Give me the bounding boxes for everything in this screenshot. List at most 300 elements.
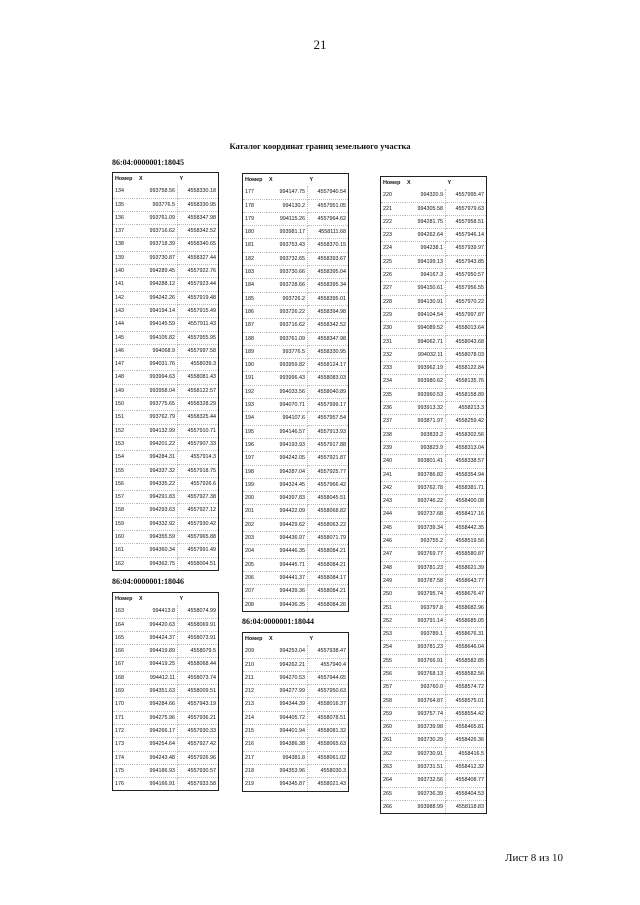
y-coordinate-cell: 4558682.96 [446, 601, 487, 614]
y-coordinate-cell: 4557925.77 [308, 465, 349, 478]
y-coordinate-cell: 4557964.62 [308, 212, 349, 225]
table-row [243, 685, 349, 698]
point-number-cell: 205 [243, 558, 268, 571]
y-coordinate-cell: 4557927.42 [178, 738, 219, 751]
table-row [243, 372, 349, 385]
y-coordinate-cell: 4557917.88 [308, 438, 349, 451]
table-row [113, 778, 219, 791]
table-row [113, 504, 219, 517]
x-coordinate-cell: 994420.63 [137, 618, 178, 631]
point-number-cell: 151 [113, 411, 138, 424]
y-coordinate-cell: 4558009.51 [178, 685, 219, 698]
sheet-footer: Лист 8 из 10 [505, 852, 564, 864]
x-coordinate-cell: 993764.87 [405, 694, 446, 707]
point-number-cell: 210 [243, 658, 268, 671]
x-coordinate-cell: 994360.34 [137, 544, 178, 557]
x-coordinate-cell: 994270.53 [267, 671, 308, 684]
table-row [381, 468, 487, 481]
x-coordinate-cell: 993958.04 [137, 384, 178, 397]
y-coordinate-cell: 4558327.44 [178, 251, 219, 264]
y-coordinate-cell: 4558646.04 [446, 641, 487, 654]
x-coordinate-cell: 994186.93 [137, 764, 178, 777]
x-coordinate-cell: 993730.91 [405, 747, 446, 760]
point-number-cell: 251 [381, 601, 406, 614]
y-coordinate-cell: 4558330.95 [178, 198, 219, 211]
y-coordinate-cell: 4558259.42 [446, 415, 487, 428]
table-row [113, 738, 219, 751]
y-coordinate-cell: 4558039.3 [178, 358, 219, 371]
table-row [113, 251, 219, 264]
x-coordinate-cell: 993980.62 [405, 375, 446, 388]
table-row [243, 558, 349, 571]
point-number-cell: 152 [113, 424, 138, 437]
y-coordinate-cell: 4558063.22 [308, 518, 349, 531]
table-row [113, 198, 219, 211]
table-row [113, 658, 219, 671]
y-coordinate-cell: 4557956.55 [446, 282, 487, 295]
y-coordinate-cell: 4558111.68 [308, 226, 349, 239]
y-coordinate-cell: 4558074.99 [178, 605, 219, 618]
point-number-cell: 185 [243, 292, 268, 305]
y-coordinate-cell: 4558465.81 [446, 721, 487, 734]
point-number-cell: 156 [113, 477, 138, 490]
y-coordinate-cell: 4558124.17 [308, 359, 349, 372]
x-coordinate-cell: 994032.11 [405, 348, 446, 361]
point-number-cell: 237 [381, 415, 406, 428]
x-coordinate-cell: 994332.92 [137, 517, 178, 530]
y-coordinate-cell: 4558016.37 [308, 698, 349, 711]
point-number-cell: 253 [381, 628, 406, 641]
x-coordinate-cell: 993791.14 [405, 614, 446, 627]
x-coordinate-cell: 994130.91 [405, 295, 446, 308]
x-coordinate-cell: 993760.0 [405, 681, 446, 694]
y-coordinate-cell: 4557957.54 [308, 412, 349, 425]
table-row [381, 588, 487, 601]
table-row [113, 544, 219, 557]
table-row [381, 707, 487, 720]
point-number-cell: 260 [381, 721, 406, 734]
x-coordinate-cell: 993787.58 [405, 574, 446, 587]
table-row [113, 557, 219, 570]
table-row [113, 291, 219, 304]
table-row [381, 747, 487, 760]
coordinates-table-18046 [112, 592, 219, 791]
x-coordinate-cell: 994070.71 [267, 399, 308, 412]
x-coordinate-cell: 993730.87 [137, 251, 178, 264]
table-row [381, 721, 487, 734]
table-row [113, 645, 219, 658]
x-coordinate-cell: 993776.5 [267, 345, 308, 358]
table-row [381, 455, 487, 468]
parcel-label-18044: 86:04:0000001:18044 [242, 617, 314, 626]
x-coordinate-cell: 994238.1 [405, 242, 446, 255]
x-coordinate-cell: 994167.3 [405, 269, 446, 282]
x-coordinate-cell: 994166.91 [137, 778, 178, 791]
x-coordinate-cell: 993762.79 [137, 411, 178, 424]
x-coordinate-cell: 994266.17 [137, 724, 178, 737]
y-column-header: Y [447, 180, 452, 186]
y-coordinate-cell: 4558554.42 [446, 707, 487, 720]
y-coordinate-cell: 4558408.77 [446, 774, 487, 787]
table-row [381, 521, 487, 534]
table-row [381, 601, 487, 614]
table-row [381, 561, 487, 574]
x-coordinate-cell: 994146.57 [267, 425, 308, 438]
table-row [243, 585, 349, 598]
x-coordinate-cell: 994362.75 [137, 557, 178, 570]
point-number-cell: 147 [113, 358, 138, 371]
y-coordinate-cell: 4557965.88 [178, 531, 219, 544]
y-coordinate-cell: 4558069.91 [178, 618, 219, 631]
point-number-cell: 227 [381, 282, 406, 295]
x-coordinate-cell: 994194.14 [137, 304, 178, 317]
x-coordinate-cell: 993737.68 [405, 508, 446, 521]
x-coordinate-cell: 994062.71 [405, 335, 446, 348]
x-coordinate-cell: 994305.58 [405, 202, 446, 215]
table-row [381, 654, 487, 667]
point-number-cell: 180 [243, 226, 268, 239]
table-row [381, 441, 487, 454]
point-number-cell: 161 [113, 544, 138, 557]
y-coordinate-cell: 4557997.87 [446, 308, 487, 321]
table-row [243, 545, 349, 558]
number-column-header: Номер [245, 177, 263, 183]
point-number-cell: 201 [243, 505, 268, 518]
page-number: 21 [313, 37, 327, 52]
point-number-cell: 226 [381, 269, 406, 282]
y-coordinate-cell: 4558078.03 [446, 348, 487, 361]
point-number-cell: 164 [113, 618, 138, 631]
x-coordinate-cell: 994281.75 [405, 215, 446, 228]
table-row [113, 517, 219, 530]
x-coordinate-cell: 993726.22 [267, 305, 308, 318]
point-number-cell: 192 [243, 385, 268, 398]
table-row [381, 428, 487, 441]
x-coordinate-cell: 993739.34 [405, 521, 446, 534]
table-row [243, 186, 349, 199]
coordinates-table-18045 [112, 172, 219, 571]
point-number-cell: 153 [113, 437, 138, 450]
x-coordinate-cell: 994446.35 [267, 545, 308, 558]
x-coordinate-cell: 993797.8 [405, 601, 446, 614]
x-coordinate-cell: 994193.93 [267, 438, 308, 451]
y-column-header: Y [179, 596, 184, 602]
coordinates-table-continued-1 [242, 173, 349, 612]
table-row [381, 734, 487, 747]
y-coordinate-cell: 4557930.33 [178, 724, 219, 737]
point-number-cell: 261 [381, 734, 406, 747]
x-coordinate-cell: 993981.17 [267, 226, 308, 239]
x-coordinate-cell: 993730.29 [405, 734, 446, 747]
point-number-cell: 214 [243, 711, 268, 724]
table-row [243, 279, 349, 292]
point-number-cell: 195 [243, 425, 268, 438]
x-coordinate-cell: 993996.43 [267, 372, 308, 385]
point-number-cell: 178 [243, 199, 268, 212]
y-coordinate-cell: 4558685.05 [446, 614, 487, 627]
x-coordinate-cell: 993786.82 [405, 468, 446, 481]
table-row [243, 645, 349, 658]
y-coordinate-cell: 4558404.53 [446, 787, 487, 800]
y-coordinate-cell: 4558065.63 [308, 738, 349, 751]
x-coordinate-cell: 994147.75 [267, 186, 308, 199]
point-number-cell: 167 [113, 658, 138, 671]
table-row [381, 202, 487, 215]
point-number-cell: 234 [381, 375, 406, 388]
y-coordinate-cell: 4558325.44 [178, 411, 219, 424]
table-row [113, 671, 219, 684]
x-coordinate-cell: 993769.77 [405, 548, 446, 561]
point-number-cell: 246 [381, 535, 406, 548]
x-coordinate-cell: 994419.25 [137, 658, 178, 671]
x-coordinate-cell: 994107.6 [267, 412, 308, 425]
table-row [113, 331, 219, 344]
parcel-label-18046: 86:04:0000001:18046 [112, 577, 184, 586]
table-row [381, 694, 487, 707]
table-row [243, 292, 349, 305]
x-coordinate-cell: 994288.12 [137, 278, 178, 291]
x-coordinate-cell: 993739.98 [405, 721, 446, 734]
table-row [243, 412, 349, 425]
y-coordinate-cell: 4558021.43 [308, 778, 349, 791]
table-row [113, 238, 219, 251]
table-row [243, 212, 349, 225]
table-row [381, 774, 487, 787]
y-coordinate-cell: 4558395.01 [308, 292, 349, 305]
table-row [381, 548, 487, 561]
x-coordinate-cell: 993775.65 [137, 398, 178, 411]
point-number-cell: 184 [243, 279, 268, 292]
y-coordinate-cell: 4557919.48 [178, 291, 219, 304]
table-row [113, 618, 219, 631]
table-row [243, 425, 349, 438]
y-coordinate-cell: 4558328.29 [178, 398, 219, 411]
y-coordinate-cell: 4558302.56 [446, 428, 487, 441]
y-coordinate-cell: 4557943.19 [178, 698, 219, 711]
y-coordinate-cell: 4558417.16 [446, 508, 487, 521]
point-number-cell: 222 [381, 215, 406, 228]
y-coordinate-cell: 4558068.82 [308, 505, 349, 518]
y-coordinate-cell: 4558621.39 [446, 561, 487, 574]
point-number-cell: 171 [113, 711, 138, 724]
point-number-cell: 248 [381, 561, 406, 574]
y-coordinate-cell: 4558084.21 [308, 558, 349, 571]
table-row [381, 348, 487, 361]
point-number-cell: 142 [113, 291, 138, 304]
table-row [243, 698, 349, 711]
point-number-cell: 241 [381, 468, 406, 481]
y-coordinate-cell: 4558342.52 [178, 225, 219, 238]
table-row [243, 671, 349, 684]
table-row [243, 571, 349, 584]
point-number-cell: 231 [381, 335, 406, 348]
point-number-cell: 150 [113, 398, 138, 411]
y-coordinate-cell: 4557927.38 [178, 491, 219, 504]
table-row [381, 614, 487, 627]
y-coordinate-cell: 4558213.3 [446, 402, 487, 415]
table-row [113, 371, 219, 384]
x-coordinate-cell: 993871.97 [405, 415, 446, 428]
y-coordinate-cell: 4557918.75 [178, 464, 219, 477]
y-coordinate-cell: 4558400.08 [446, 495, 487, 508]
point-number-cell: 264 [381, 774, 406, 787]
y-coordinate-cell: 4557943.85 [446, 255, 487, 268]
y-coordinate-cell: 4558412.32 [446, 761, 487, 774]
y-coordinate-cell: 4558582.85 [446, 654, 487, 667]
point-number-cell: 211 [243, 671, 268, 684]
y-coordinate-cell: 4557940.54 [308, 186, 349, 199]
x-coordinate-cell: 994031.76 [137, 358, 178, 371]
table-row [243, 725, 349, 738]
point-number-cell: 208 [243, 598, 268, 611]
table-row [381, 787, 487, 800]
table-row [113, 631, 219, 644]
x-coordinate-cell: 993823.9 [405, 441, 446, 454]
x-coordinate-cell: 993781.23 [405, 561, 446, 574]
point-number-cell: 209 [243, 645, 268, 658]
y-coordinate-cell: 4557979.63 [446, 202, 487, 215]
y-coordinate-cell: 4557938.47 [308, 645, 349, 658]
y-coordinate-cell: 4558342.52 [308, 319, 349, 332]
x-coordinate-cell: 993746.22 [405, 495, 446, 508]
y-coordinate-cell: 4558084.26 [308, 598, 349, 611]
y-coordinate-cell: 4558643.77 [446, 574, 487, 587]
y-coordinate-cell: 4558118.83 [446, 800, 487, 813]
point-number-cell: 199 [243, 478, 268, 491]
y-coordinate-cell: 4557991.49 [178, 544, 219, 557]
y-coordinate-cell: 4558519.56 [446, 535, 487, 548]
point-number-cell: 143 [113, 304, 138, 317]
table-row [243, 532, 349, 545]
y-coordinate-cell: 4557927.12 [178, 504, 219, 517]
x-coordinate-cell: 994445.71 [267, 558, 308, 571]
x-coordinate-cell: 994277.99 [267, 685, 308, 698]
point-number-cell: 207 [243, 585, 268, 598]
y-coordinate-cell: 4558442.35 [446, 521, 487, 534]
table-header-row [243, 633, 349, 646]
x-coordinate-cell: 993962.19 [405, 362, 446, 375]
x-coordinate-cell: 994145.59 [137, 318, 178, 331]
point-number-cell: 242 [381, 481, 406, 494]
number-column-header: Номер [383, 180, 401, 186]
point-number-cell: 225 [381, 255, 406, 268]
y-coordinate-cell: 4558330.95 [308, 345, 349, 358]
point-number-cell: 247 [381, 548, 406, 561]
point-number-cell: 262 [381, 747, 406, 760]
table-row [243, 239, 349, 252]
x-coordinate-cell: 994287.04 [267, 465, 308, 478]
x-coordinate-cell: 994291.83 [137, 491, 178, 504]
point-number-cell: 148 [113, 371, 138, 384]
y-coordinate-cell: 4558083.03 [308, 372, 349, 385]
point-number-cell: 135 [113, 198, 138, 211]
table-row [113, 358, 219, 371]
x-coordinate-cell: 993758.56 [137, 185, 178, 198]
point-number-cell: 155 [113, 464, 138, 477]
table-row [113, 605, 219, 618]
table-row [113, 451, 219, 464]
point-number-cell: 190 [243, 359, 268, 372]
point-number-cell: 232 [381, 348, 406, 361]
y-coordinate-cell: 4557910.71 [178, 424, 219, 437]
point-number-cell: 223 [381, 229, 406, 242]
x-coordinate-cell: 994150.61 [405, 282, 446, 295]
x-coordinate-cell: 993762.78 [405, 481, 446, 494]
x-coordinate-cell: 993757.74 [405, 707, 446, 720]
x-coordinate-cell: 994344.39 [267, 698, 308, 711]
table-row [243, 738, 349, 751]
table-row [381, 761, 487, 774]
table-header-row [243, 174, 349, 187]
point-number-cell: 136 [113, 211, 138, 224]
y-coordinate-cell: 4558575.01 [446, 694, 487, 707]
point-number-cell: 154 [113, 451, 138, 464]
point-number-cell: 265 [381, 787, 406, 800]
point-number-cell: 254 [381, 641, 406, 654]
y-coordinate-cell: 4557922.76 [178, 265, 219, 278]
x-coordinate-cell: 994353.96 [267, 764, 308, 777]
table-row [113, 698, 219, 711]
table-row [381, 215, 487, 228]
y-coordinate-cell: 4558030.3 [308, 764, 349, 777]
table-row [243, 505, 349, 518]
y-coordinate-cell: 4558079.5 [178, 645, 219, 658]
x-coordinate-cell: 994262.21 [267, 658, 308, 671]
point-number-cell: 189 [243, 345, 268, 358]
x-coordinate-cell: 994068.9 [137, 344, 178, 357]
y-coordinate-cell: 4558676.31 [446, 628, 487, 641]
x-coordinate-cell: 993755.2 [405, 535, 446, 548]
point-number-cell: 149 [113, 384, 138, 397]
x-coordinate-cell: 993716.62 [137, 225, 178, 238]
y-coordinate-cell: 4558347.98 [178, 211, 219, 224]
y-coordinate-cell: 4558040.89 [308, 385, 349, 398]
y-coordinate-cell: 4557926.6 [178, 477, 219, 490]
x-coordinate-cell: 994115.26 [267, 212, 308, 225]
x-coordinate-cell: 994335.22 [137, 477, 178, 490]
table-row [113, 477, 219, 490]
y-coordinate-cell: 4558395.04 [308, 266, 349, 279]
table-row [243, 711, 349, 724]
x-coordinate-cell: 993716.62 [267, 319, 308, 332]
y-coordinate-cell: 4558068.44 [178, 658, 219, 671]
y-coordinate-cell: 4558158.89 [446, 388, 487, 401]
point-number-cell: 258 [381, 694, 406, 707]
table-row [381, 308, 487, 321]
point-number-cell: 218 [243, 764, 268, 777]
table-header-row [113, 173, 219, 186]
coordinates-table-continued-2 [380, 176, 487, 814]
x-coordinate-cell: 994293.63 [137, 504, 178, 517]
x-coordinate-cell: 994337.32 [137, 464, 178, 477]
x-coordinate-cell: 994429.62 [267, 518, 308, 531]
x-coordinate-cell: 994253.04 [267, 645, 308, 658]
point-number-cell: 162 [113, 557, 138, 570]
x-coordinate-cell: 994132.99 [137, 424, 178, 437]
y-coordinate-cell: 4558574.72 [446, 681, 487, 694]
table-row [381, 402, 487, 415]
y-coordinate-cell: 4558013.64 [446, 322, 487, 335]
x-coordinate-cell: 994089.52 [405, 322, 446, 335]
y-coordinate-cell: 4557955.95 [178, 331, 219, 344]
y-coordinate-cell: 4558081.43 [178, 371, 219, 384]
table-row [381, 481, 487, 494]
x-coordinate-cell: 993728.66 [267, 279, 308, 292]
x-coordinate-cell: 994412.11 [137, 671, 178, 684]
y-coordinate-cell: 4557997.58 [178, 344, 219, 357]
x-coordinate-cell: 994386.38 [267, 738, 308, 751]
y-coordinate-cell: 4557926.96 [178, 751, 219, 764]
